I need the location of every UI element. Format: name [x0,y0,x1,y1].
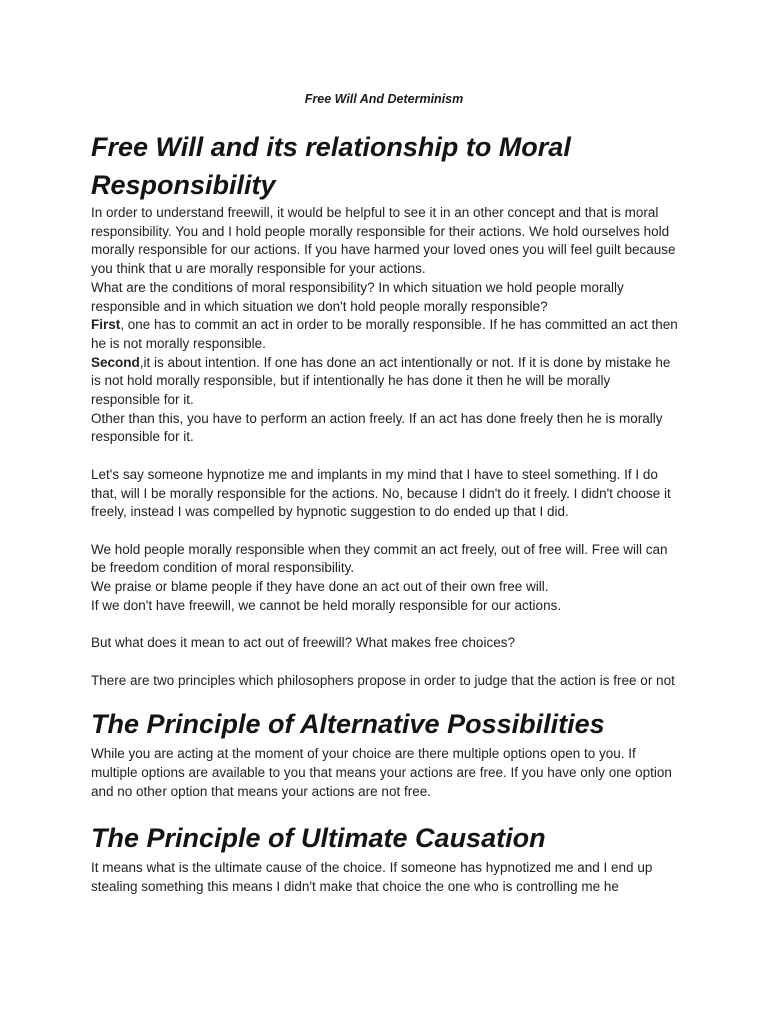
paragraph-second-condition [91,354,683,410]
paragraph: What are the conditions of moral responsibility? In which situation we hold people morally responsible and in which situation we don't hold people morally responsible? [91,279,624,314]
paragraph: In order to understand freewill, it would be helpful to see it in an other concept and that is moral responsibility. You and I hold people morally responsible for their actions. We hold ourselves hold morally responsible for our actions. If you have harmed your loved ones you will feel guilt because you think that u are morally responsible for your actions. [91,205,676,277]
paragraph: Other than this, you have to perform an action freely. If an act has done freely then he is morally responsible for it. [91,410,663,445]
first-label: First [91,317,121,333]
paragraph: We hold people morally responsible when they commit an act freely, out of free will. Free will can be freedom condition of moral responsibility. [91,541,668,576]
section-heading-alternative-possibilities: The Principle of Alternative Possibilities [91,709,605,740]
paragraph: We praise or blame people if they have done an act out of their own free will. [91,579,549,595]
second-text: ,it is about intention. If one has done an act intentionally or not. If it is done by mistake he is not hold morally responsible, but if intentionally he has done it then he will be morally responsible for it. [91,354,671,408]
paragraph: Let's say someone hypnotize me and implants in my mind that I have to steel something. If I do that, will I be morally responsible for the actions. No, because I didn't do it freely. I didn't choose it freely, instead I was compelled by hypnotic suggestion to do ended up that I did. [91,466,671,520]
paragraph: It means what is the ultimate cause of the choice. If someone has hypnotized me and I end up stealing something this means I didn't make that choice the one who is controlling me he [91,860,653,895]
paragraph: If we don't have freewill, we cannot be held morally responsible for our actions. [91,597,562,613]
paragraph: There are two principles which philosophers propose in order to judge that the action is free or not [91,672,675,688]
document-header: Free Will And Determinism [304,92,464,106]
section-heading-ultimate-causation: The Principle of Ultimate Causation [91,823,546,854]
paragraph: But what does it mean to act out of freewill? What makes free choices? [91,635,515,651]
paragraph-first-condition [91,316,683,353]
section-heading-free-will: Free Will and its relationship to Moral Responsibility [91,132,571,200]
first-text: , one has to commit an act in order to be morally responsible. If he has committed an act then he is not morally responsible. [91,317,678,351]
second-label: Second [91,354,140,370]
document-body [91,128,683,897]
paragraph: While you are acting at the moment of your choice are there multiple options open to you. If multiple options are available to you that means your actions are free. If you have only one option and no other option that means your actions are not free. [91,746,672,799]
